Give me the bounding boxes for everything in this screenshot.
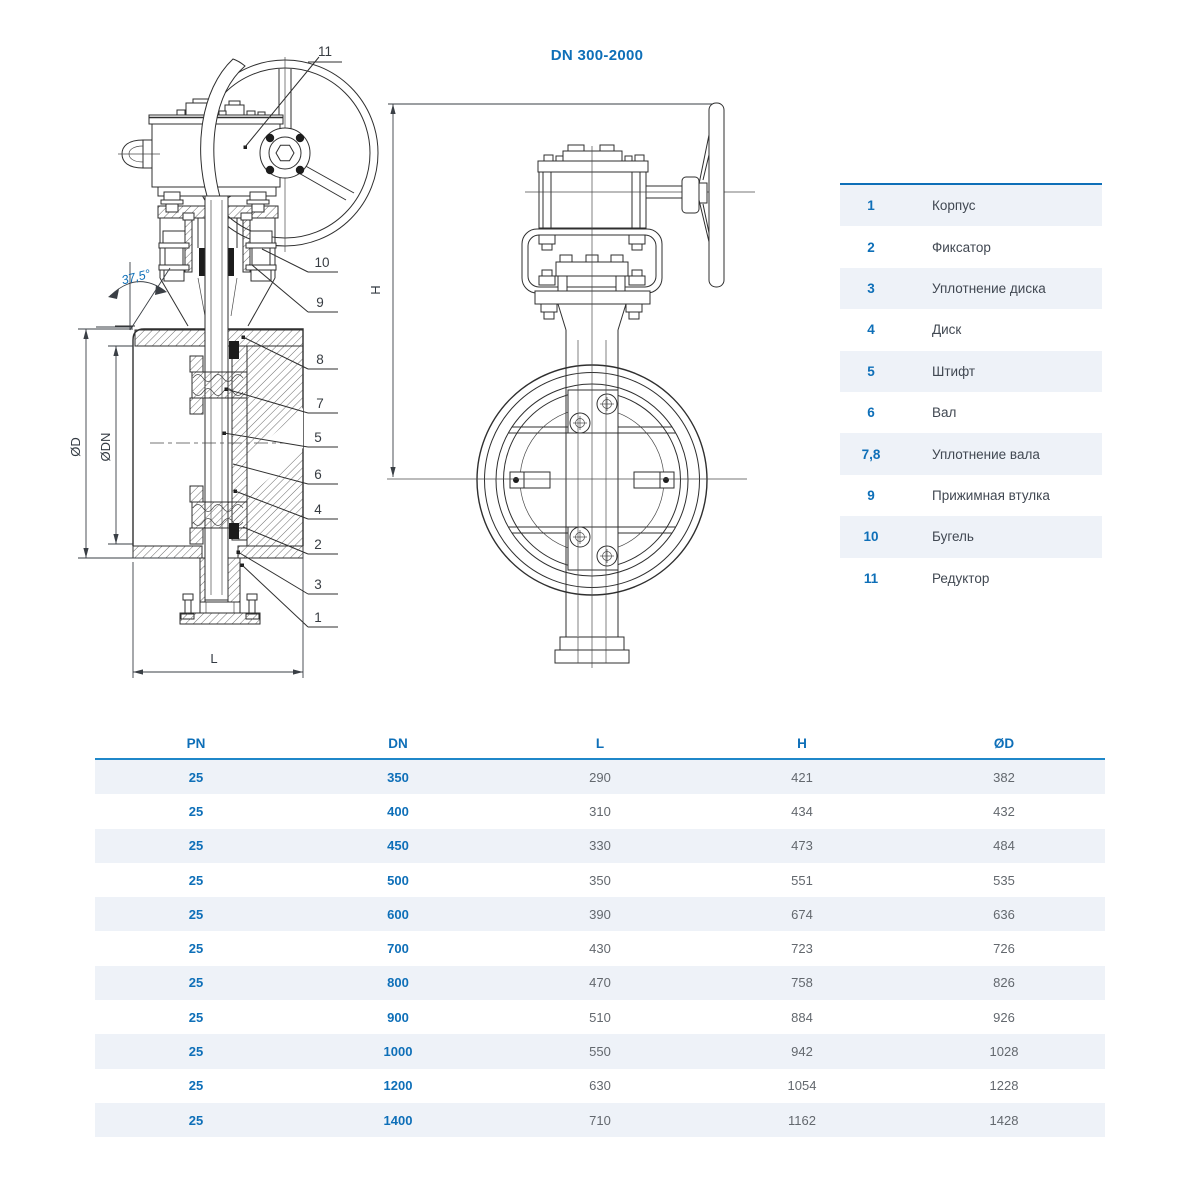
cell-od: 926 <box>993 1009 1015 1025</box>
legend-row <box>840 309 1102 350</box>
legend-row <box>840 226 1102 267</box>
part-name: Уплотнение диска <box>932 280 1046 296</box>
cell-l: 390 <box>589 906 611 922</box>
cell-l: 710 <box>589 1112 611 1128</box>
part-number: 5 <box>867 363 875 379</box>
cell-dn: 800 <box>387 975 409 991</box>
dimensions-table <box>95 731 1105 1137</box>
cell-l: 510 <box>589 1009 611 1025</box>
dimension-row-dn-800 <box>95 966 1105 1000</box>
cell-l: 330 <box>589 838 611 854</box>
handwheel-hub <box>260 128 310 178</box>
callout-6: 6 <box>314 467 322 482</box>
cell-l: 350 <box>589 872 611 888</box>
part-number: 3 <box>867 280 875 296</box>
cell-h: 1162 <box>788 1112 816 1128</box>
callout-10: 10 <box>314 255 330 270</box>
part-number: 10 <box>863 529 879 545</box>
part-name: Вал <box>932 405 957 421</box>
column-header-pn: PN <box>186 736 206 751</box>
dimension-row-dn-1400 <box>95 1103 1105 1137</box>
dimension-row-dn-350 <box>95 760 1105 794</box>
callout-4: 4 <box>314 502 322 517</box>
part-name: Редуктор <box>932 570 990 586</box>
legend-row <box>840 392 1102 433</box>
cell-h: 723 <box>791 941 813 957</box>
table-header-row <box>95 731 1105 760</box>
callout-7: 7 <box>316 396 324 411</box>
column-header-dn: DN <box>388 736 408 751</box>
column-header-h: H <box>797 736 807 751</box>
cell-od: 1228 <box>989 1078 1019 1094</box>
cell-l: 310 <box>589 803 611 819</box>
part-number: 4 <box>867 322 875 338</box>
left-drawing-cross-section <box>68 44 378 678</box>
dimension-row-dn-900 <box>95 1000 1105 1034</box>
cell-pn: 25 <box>188 975 204 991</box>
column-header-l: L <box>595 736 605 751</box>
cell-dn: 500 <box>387 872 409 888</box>
callout-5: 5 <box>314 430 322 445</box>
cell-od: 636 <box>993 906 1015 922</box>
cell-dn: 600 <box>387 906 409 922</box>
legend-row <box>840 475 1102 516</box>
cell-pn: 25 <box>188 1112 204 1128</box>
cell-pn: 25 <box>188 1009 204 1025</box>
cell-h: 942 <box>791 1044 813 1060</box>
cell-pn: 25 <box>188 872 204 888</box>
cell-dn: 700 <box>387 941 409 957</box>
cell-l: 550 <box>589 1044 611 1060</box>
cell-h: 473 <box>791 838 813 854</box>
cell-od: 535 <box>993 872 1015 888</box>
part-number: 2 <box>867 239 875 255</box>
dim-label-h: H <box>368 285 383 295</box>
cell-od: 382 <box>993 769 1015 785</box>
cell-h: 551 <box>791 872 813 888</box>
dimension-row-dn-400 <box>95 794 1105 828</box>
part-name: Бугель <box>932 529 974 545</box>
part-name: Прижимная втулка <box>932 487 1050 503</box>
cell-dn: 400 <box>387 803 409 819</box>
dimension-row-dn-600 <box>95 897 1105 931</box>
legend-row <box>840 351 1102 392</box>
cell-dn: 450 <box>387 838 409 854</box>
callout-1: 1 <box>314 610 322 625</box>
cell-pn: 25 <box>188 941 204 957</box>
callout-11: 11 <box>317 44 333 59</box>
diameter-dimensions <box>68 329 180 558</box>
dim-label-l: L <box>210 651 218 666</box>
cell-dn: 1200 <box>383 1078 413 1094</box>
cell-h: 758 <box>791 975 813 991</box>
parts-legend <box>840 183 1102 599</box>
cell-dn: 1400 <box>383 1112 413 1128</box>
part-number: 7,8 <box>861 446 881 462</box>
cell-dn: 900 <box>387 1009 409 1025</box>
cell-l: 470 <box>589 975 611 991</box>
legend-row <box>840 433 1102 474</box>
callout-2: 2 <box>314 537 322 552</box>
drawing-title: DN 300-2000 <box>550 47 644 64</box>
cell-od: 432 <box>993 803 1015 819</box>
cell-pn: 25 <box>188 1078 204 1094</box>
cell-pn: 25 <box>188 803 204 819</box>
callout-3: 3 <box>314 577 322 592</box>
cell-h: 421 <box>791 769 813 785</box>
cell-od: 484 <box>993 838 1015 854</box>
cell-od: 726 <box>993 941 1015 957</box>
legend-row <box>840 185 1102 226</box>
part-name: Фиксатор <box>932 239 991 255</box>
angle-annotation <box>96 262 170 330</box>
cell-dn: 350 <box>387 769 409 785</box>
part-number: 1 <box>867 198 875 214</box>
cell-pn: 25 <box>188 906 204 922</box>
right-drawing-front-view <box>368 103 755 668</box>
callout-9: 9 <box>316 295 324 310</box>
part-name: Диск <box>932 322 962 338</box>
dimension-row-dn-1200 <box>95 1069 1105 1103</box>
callout-8: 8 <box>316 352 324 367</box>
legend-row <box>840 516 1102 557</box>
cell-od: 826 <box>993 975 1015 991</box>
cell-l: 290 <box>589 769 611 785</box>
cell-pn: 25 <box>188 769 204 785</box>
cell-od: 1428 <box>989 1112 1019 1128</box>
cell-dn: 1000 <box>383 1044 413 1060</box>
cell-pn: 25 <box>188 838 204 854</box>
dim-label-od: ØD <box>68 437 83 457</box>
dimension-row-dn-450 <box>95 829 1105 863</box>
cell-od: 1028 <box>989 1044 1019 1060</box>
legend-row <box>840 268 1102 309</box>
dimension-row-dn-1000 <box>95 1034 1105 1068</box>
part-number: 11 <box>863 570 879 586</box>
cell-l: 430 <box>589 941 611 957</box>
part-number: 9 <box>867 487 875 503</box>
legend-row <box>840 558 1102 599</box>
part-name: Корпус <box>932 198 976 214</box>
cell-h: 674 <box>791 906 813 922</box>
cell-l: 630 <box>589 1078 611 1094</box>
cell-pn: 25 <box>188 1044 204 1060</box>
part-name: Штифт <box>932 363 976 379</box>
cell-h: 1054 <box>787 1078 817 1094</box>
column-header-od: ØD <box>993 736 1015 751</box>
cell-h: 434 <box>791 803 813 819</box>
angle-label: 37,5° <box>120 266 152 288</box>
part-name: Уплотнение вала <box>932 446 1040 462</box>
dimension-row-dn-500 <box>95 863 1105 897</box>
part-number: 6 <box>867 405 875 421</box>
cell-h: 884 <box>791 1009 813 1025</box>
dim-label-odn: ØDN <box>98 432 113 462</box>
dimension-row-dn-700 <box>95 931 1105 965</box>
